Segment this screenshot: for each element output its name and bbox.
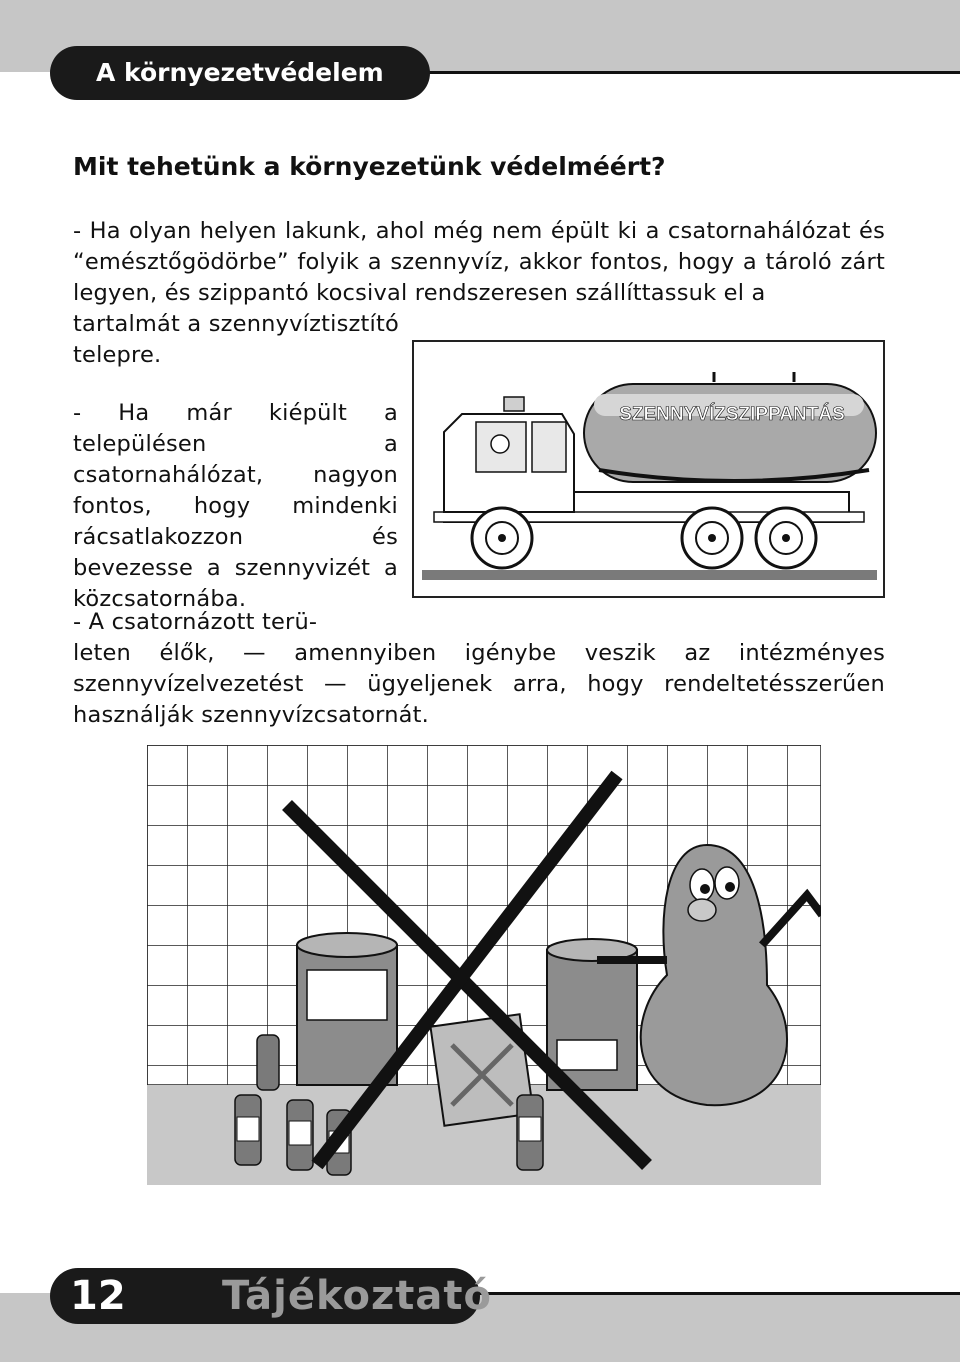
page-heading: Mit tehetünk a környezetünk védelméért? bbox=[73, 152, 666, 181]
truck-wheel-front bbox=[472, 508, 532, 568]
truck-wheel-middle bbox=[682, 508, 742, 568]
paragraph-septic-tank: - Ha olyan helyen lakunk, ahol még nem épült ki a csatornahálózat és “emésztőgödörbe” folyik a szennyvíz, akkor fontos, hogy a tároló zárt legyen, és szippantó kocsival rendszeresen szállíttassuk el a bbox=[73, 218, 885, 306]
tank-label: SZENNYVÍZSZIPPANTÁS bbox=[619, 404, 845, 425]
paragraph-septic-tank-continued: tartalmát a szennyvíztisztító telepre. bbox=[73, 311, 399, 368]
bottle bbox=[257, 1035, 279, 1090]
header-rule bbox=[420, 71, 960, 74]
paragraph-proper-use: leten élők, — amennyiben igénybe veszik az intézményes szennyvízelvezetést — ügyeljenek arra, hogy rendeltetésszerűen használják szennyvízcsatornát. bbox=[73, 640, 885, 728]
paragraph-sewer-connection: - Ha már kiépült a településen a csatornahálózat, nagyon fontos, hogy mindenki rácsatlakozzon és bevezesse a szennyvizét a közcsatornába. bbox=[73, 400, 398, 612]
chemical-waste-illustration bbox=[147, 745, 821, 1185]
footer-title: Tájékoztató bbox=[222, 1273, 492, 1319]
section-title: A környezetvédelem bbox=[50, 46, 430, 100]
footer-rule bbox=[470, 1292, 960, 1295]
barrel-left bbox=[297, 933, 397, 1085]
truck-wheel-rear bbox=[756, 508, 816, 568]
sewage-truck-illustration bbox=[412, 340, 885, 598]
page-number: 12 bbox=[70, 1273, 126, 1319]
paragraph-proper-use-start: - A csatornázott terü- bbox=[73, 609, 318, 635]
